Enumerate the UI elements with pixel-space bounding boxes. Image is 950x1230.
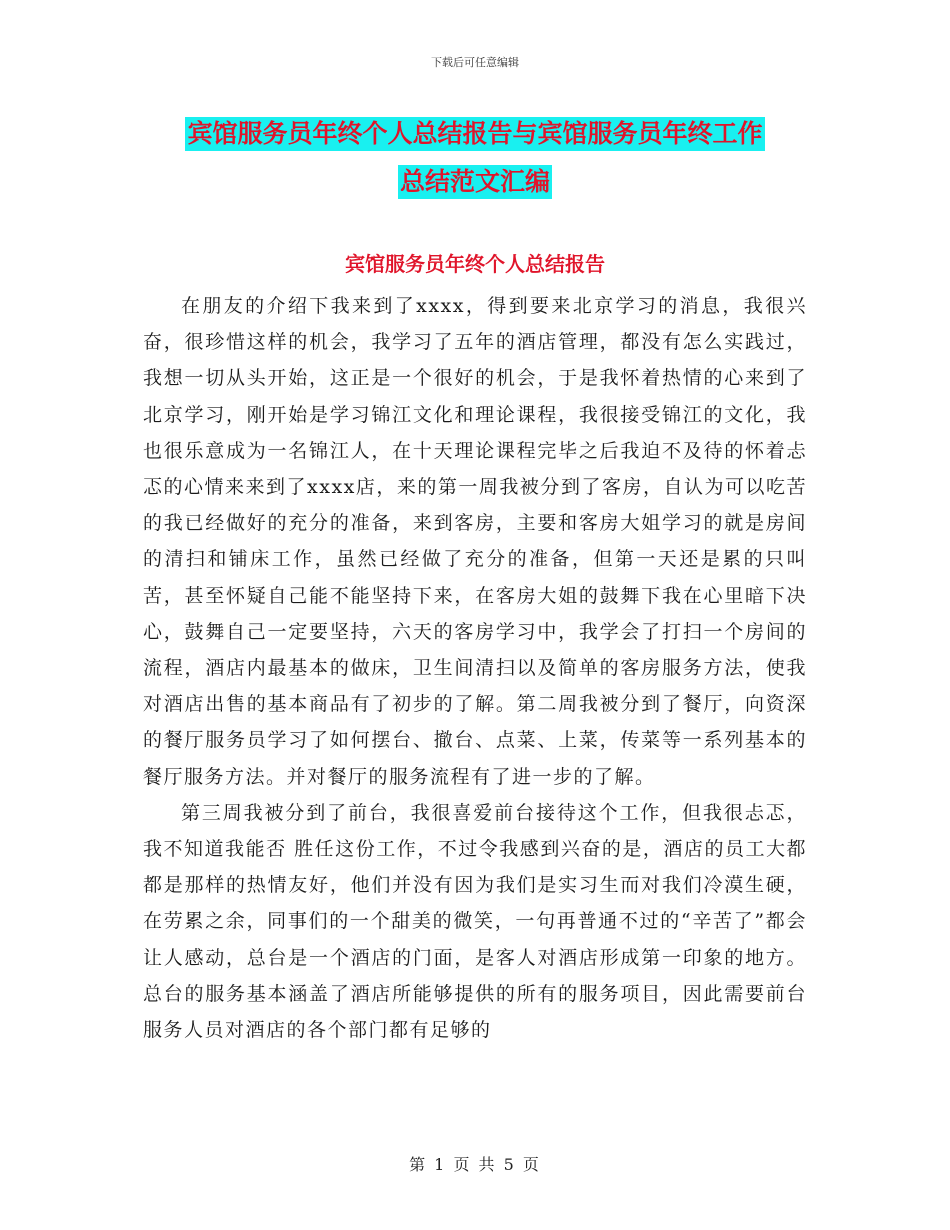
document-title-line1: 宾馆服务员年终个人总结报告与宾馆服务员年终工作 [185,117,764,151]
body-text [143,288,807,1048]
paragraph-2: 第三周我被分到了前台，我很喜爱前台接待这个工作，但我很忐忑，我不知道我能否 胜任这份工作，不过令我感到兴奋的是，酒店的员工大都都是那样的热情友好，他们并没有因为我们是实习生而对我们冷漠生硬，在劳累之余，同事们的一个甜美的微笑，一句再普通不过的“辛苦了”都会让人感动，总台是一个酒店的门面，是客人对酒店形成第一印象的地方。总台的服务基本涵盖了酒店所能够提供的所有的服务项目，因此需要前台服务人员对酒店的各个部门都有足够的 [143,801,807,1042]
page-number-footer: 第 1 页 共 5 页 [409,1155,541,1174]
paragraph-1: 在朋友的介绍下我来到了xxxx，得到要来北京学习的消息，我很兴奋，很珍惜这样的机会，我学习了五年的酒店管理，都没有怎么实践过，我想一切从头开始，这正是一个很好的机会，于是我怀着热情的心来到了北京学习，刚开始是学习锦江文化和理论课程，我很接受锦江的文化，我也很乐意成为一名锦江人，在十天理论课程完毕之后我迫不及待的怀着忐忑的心情来来到了xxxx店，来的第一周我被分到了客房，自认为可以吃苦的我已经做好的充分的准备，来到客房，主要和客房大姐学习的就是房间的清扫和铺床工作，虽然已经做了充分的准备，但第一天还是累的只叫苦，甚至怀疑自己能不能坚持下来，在客房大姐的鼓舞下我在心里暗下决心，鼓舞自己一定要坚持，六天的客房学习中，我学会了打扫一个房间的流程，酒店内最基本的做床，卫生间清扫以及简单的客房服务方法，使我对酒店出售的基本商品有了初步的了解。第二周我被分到了餐厅，向资深的餐厅服务员学习了如何摆台、撤台、点菜、上菜，传菜等一系列基本的餐厅服务方法。并对餐厅的服务流程有了进一步的了解。 [143,295,807,788]
document-title-line2: 总结范文汇编 [398,165,552,199]
section-title: 宾馆服务员年终个人总结报告 [345,252,605,276]
header-note: 下载后可任意编辑 [431,56,519,69]
document-title [143,110,807,206]
